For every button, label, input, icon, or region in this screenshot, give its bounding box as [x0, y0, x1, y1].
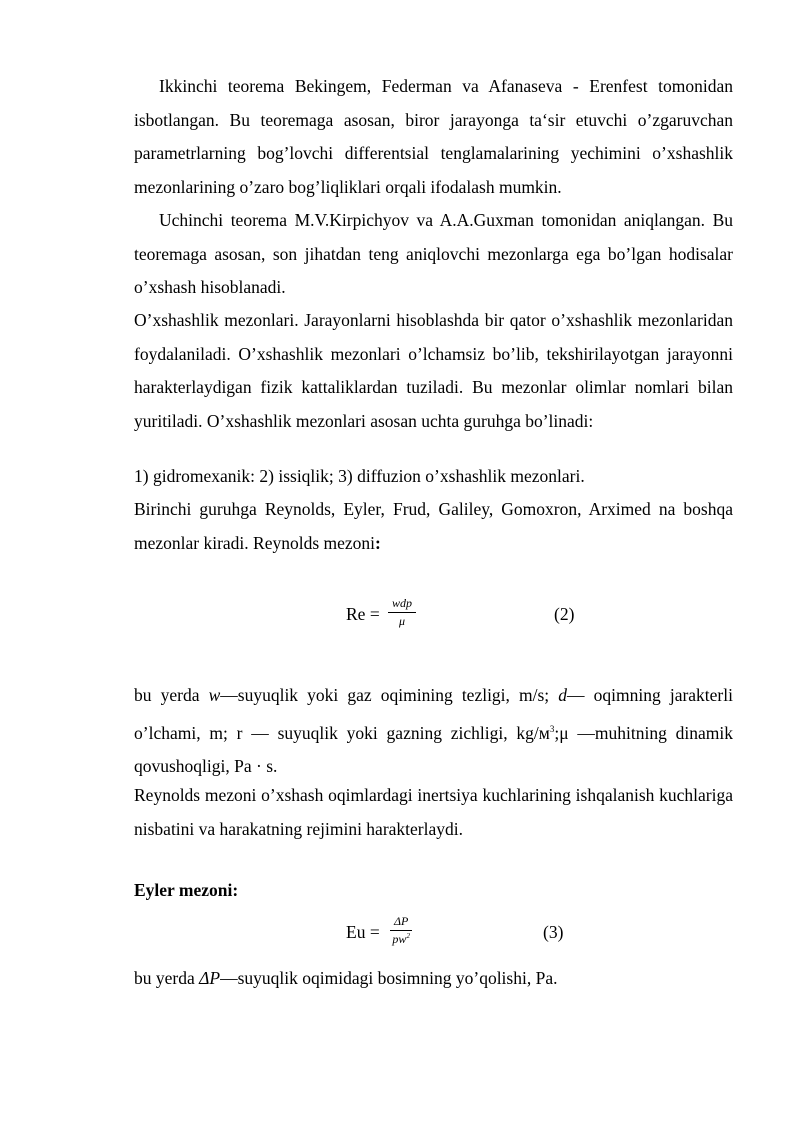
text-segment: bu yerda [134, 968, 200, 988]
symbol-d: d [558, 685, 568, 705]
paragraph-euler-variables [134, 962, 733, 996]
euler-numerator: ΔP [390, 914, 412, 931]
first-group-colon: : [375, 532, 381, 553]
reynolds-fraction [388, 596, 416, 629]
reynolds-numerator: wdp [388, 596, 416, 613]
euler-denominator-superscript: 2 [406, 932, 410, 940]
euler-denominator [392, 931, 410, 947]
reynolds-denominator: μ [398, 614, 406, 628]
reynolds-formula-lhs: Re = [346, 604, 380, 624]
paragraph-reynolds-variables [134, 679, 733, 783]
paragraph-first-group [134, 493, 733, 560]
text-segment: ;μ —muhitning dinamik qovushoqligi, Pa · s. [134, 722, 734, 776]
euler-heading: Eyler mezoni: [134, 880, 239, 900]
text-segment: —suyuqlik yoki gaz oqimining tezligi, m/s; [220, 685, 559, 705]
euler-fraction [390, 914, 412, 947]
paragraph-second-theorem: Ikkinchi teorema Bekingem, Federman va Afanaseva - Erenfest tomonidan isbotlangan. Bu teoremaga asosan, biror jarayonga ta‘sir etuvchi o’zgaruvchan parametrlarning bog’lovchi differentsial tenglamalarining yechimini o’xshashlik mezonlarining o’zaro bog’liqliklari orqali ifodalash mumkin. [134, 76, 733, 197]
euler-formula-lhs: Eu = [346, 922, 380, 942]
superscript-3: 3 [549, 723, 555, 734]
paragraph-similarity-criteria: O’xshashlik mezonlari. Jarayonlarni hisoblashda bir qator o’xshashlik mezonlaridan foydalaniladi. O’xshashlik mezonlari o’lchamsiz bo’lib, tekshirilayotgan jarayonni harakterlaydigan fizik kattaliklardan tuziladi. Bu mezonlar olimlar nomlari bilan yuritiladi. O’xshashlik mezonlari asosan uchta guruhga bo’linadi: [134, 310, 733, 431]
symbol-delta-p: ΔP [199, 968, 221, 988]
first-group-text: Birinchi guruhga Reynolds, Eyler, Frud, Galiley, Gomoxron, Arximed na boshqa mezonlar kiradi. Reynolds mezoni [134, 499, 733, 553]
text-segment: — oqimning jarakterli o’lchami, m; r — suyuqlik yoki gazning zichligi, kg/м [134, 685, 733, 743]
symbol-w: w [208, 685, 221, 705]
text-segment: —suyuqlik oqimidagi bosimning yo’qolishi, Pa. [220, 968, 558, 988]
reynolds-equation-number: (2) [554, 604, 575, 624]
paragraph-third-theorem: Uchinchi teorema M.V.Kirpichyov va A.A.Guxman tomonidan aniqlangan. Bu teoremaga asosan, son jihatdan teng aniqlovchi mezonlarga ega bo’lgan hodisalar o’xshash hisoblanadi. [134, 210, 733, 297]
criteria-groups-list: 1) gidromexanik: 2) issiqlik; 3) diffuzion o’xshashlik mezonlari. [134, 466, 585, 486]
text-segment: bu yerda [134, 685, 209, 705]
euler-equation-number: (3) [543, 922, 564, 942]
euler-denominator-text: pw [392, 932, 407, 946]
paragraph-reynolds-meaning: Reynolds mezoni o’xshash oqimlardagi inertsiya kuchlarining ishqalanish kuchlariga nisbatini va harakatning rejimini harakterlaydi. [134, 785, 733, 839]
